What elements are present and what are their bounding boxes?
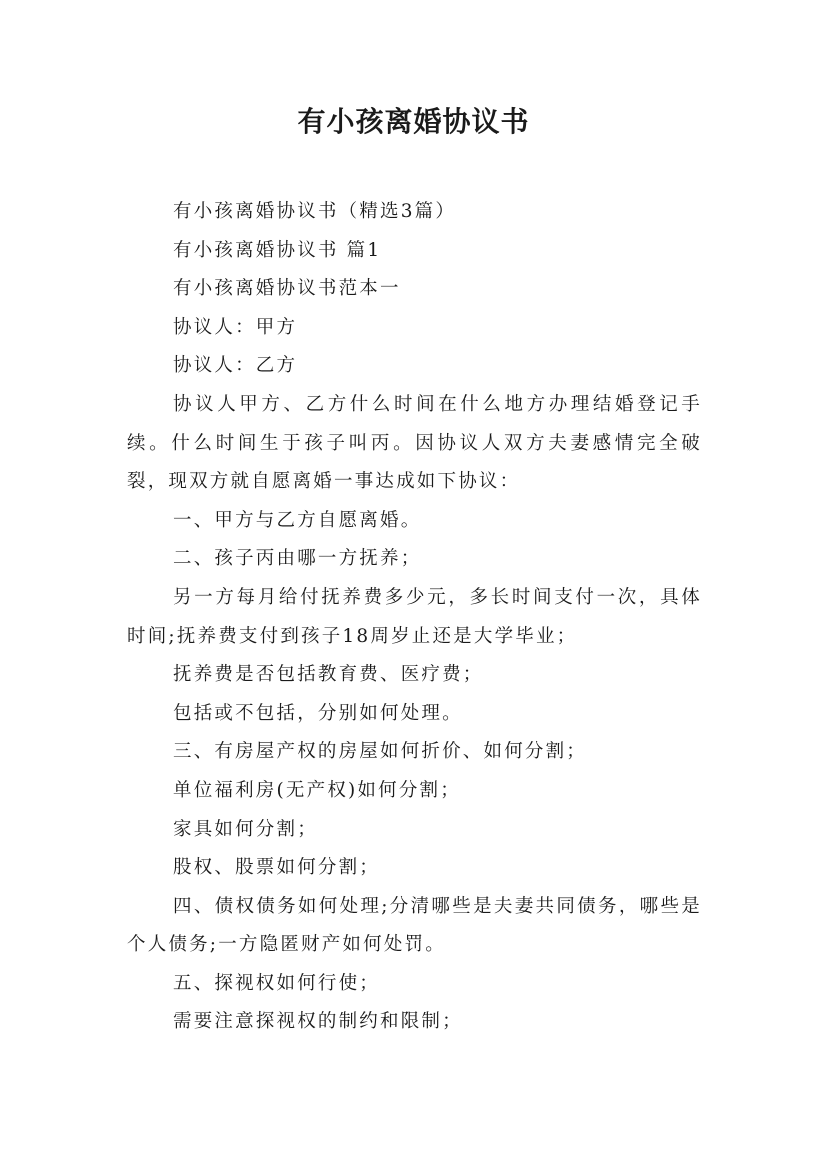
paragraph-support-handling: 包括或不包括，分别如何处理。	[173, 702, 463, 724]
paragraph-support-scope: 抚养费是否包括教育费、医疗费；	[173, 664, 484, 686]
document-body	[127, 193, 702, 1042]
paragraph-child-support: 另一方每月给付抚养费多少元，多长时间支付一次，具体时间;抚养费支付到孩子18周岁止还是大学毕业；	[127, 586, 702, 647]
paragraph-visitation-limits: 需要注意探视权的制约和限制；	[173, 1011, 463, 1033]
paragraph-clause-5: 五、探视权如何行使；	[173, 972, 381, 994]
paragraph-preamble: 协议人甲方、乙方什么时间在什么地方办理结婚登记手续。什么时间生于孩子叫丙。因协议人双方夫妻感情完全破裂，现双方就自愿离婚一事达成如下协议：	[127, 393, 702, 493]
paragraph-clause-4: 四、债权债务如何处理;分清哪些是夫妻共同债务，哪些是个人债务;一方隐匿财产如何处罚。	[127, 895, 702, 956]
document-title: 有小孩离婚协议书	[297, 105, 530, 138]
paragraph-shares: 股权、股票如何分割；	[173, 857, 381, 879]
paragraph-welfare-housing: 单位福利房(无产权)如何分割；	[173, 779, 461, 801]
paragraph-clause-1: 一、甲方与乙方自愿离婚。	[173, 509, 422, 531]
paragraph-clause-2: 二、孩子丙由哪一方抚养；	[173, 548, 422, 570]
paragraph-party-a: 协议人：甲方	[173, 316, 298, 338]
paragraph-subtitle: 有小孩离婚协议书（精选3篇）	[173, 201, 457, 222]
paragraph-clause-3: 三、有房屋产权的房屋如何折价、如何分割；	[173, 741, 588, 763]
paragraph-furniture: 家具如何分割；	[173, 818, 318, 840]
paragraph-section-heading: 有小孩离婚协议书 篇1	[173, 239, 382, 261]
paragraph-template-heading: 有小孩离婚协议书范本一	[173, 278, 401, 300]
paragraph-party-b: 协议人：乙方	[173, 355, 298, 377]
